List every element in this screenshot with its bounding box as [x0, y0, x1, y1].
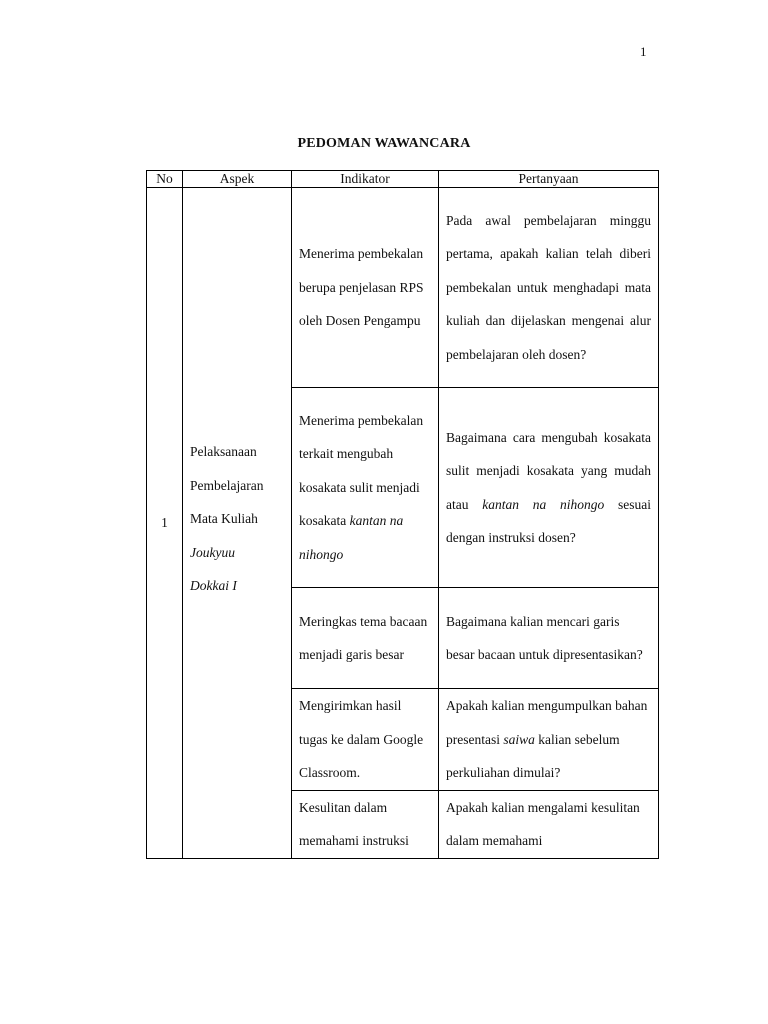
- question-text: Apakah kalian mengalami kesulitan dalam memahami: [446, 799, 640, 848]
- question-cell: [439, 790, 659, 858]
- indicator-italic-term: kantan na nihongo: [299, 513, 404, 562]
- question-cell: Bagaimana kalian mencari garis besar bacaan untuk dipresentasikan?: [439, 588, 659, 689]
- header-aspek: Aspek: [183, 171, 292, 188]
- question-text: Apakah kalian mengumpulkan bahan presentasi: [446, 698, 648, 747]
- question-cell: [439, 388, 659, 588]
- indicator-text: Menerima pembekalan terkait mengubah kosakata sulit menjadi kosakata: [299, 412, 424, 529]
- aspect-course-name: Joukyuu: [190, 544, 235, 560]
- table-header-row: [147, 171, 659, 188]
- aspect-line: Pembelajaran: [190, 477, 264, 493]
- row-number: 1: [147, 188, 183, 859]
- aspect-cell: [183, 188, 292, 859]
- question-cell: [439, 689, 659, 791]
- interview-guide-table: [146, 170, 659, 859]
- question-italic-term: saiwa: [503, 731, 535, 747]
- table-row: [147, 188, 659, 388]
- aspect-line: Pelaksanaan: [190, 444, 257, 459]
- header-pertanyaan: Pertanyaan: [439, 171, 659, 188]
- question-italic-term: kantan na nihongo: [482, 496, 605, 512]
- indicator-cell: [292, 388, 439, 588]
- question-text: sesuai dengan instruksi dosen?: [446, 496, 651, 545]
- indicator-cell: Mengirimkan hasil tugas ke dalam Google Classroom.: [292, 689, 439, 791]
- header-indikator: Indikator: [292, 171, 439, 188]
- page-number: 1: [640, 44, 647, 59]
- indicator-cell: [292, 790, 439, 858]
- indicator-cell: Meringkas tema bacaan menjadi garis besar: [292, 588, 439, 689]
- aspect-line: Mata Kuliah: [190, 511, 258, 526]
- indicator-cell: Menerima pembekalan berupa penjelasan RPS oleh Dosen Pengampu: [292, 188, 439, 388]
- question-cell: Pada awal pembelajaran minggu pertama, apakah kalian telah diberi pembekalan untuk menghadapi mata kuliah dan dijelaskan mengenai alur pembelajaran oleh dosen?: [439, 188, 659, 388]
- indicator-text: Kesulitan dalam memahami instruksi: [299, 799, 409, 848]
- question-text: kalian sebelum perkuliahan dimulai?: [446, 731, 620, 780]
- document-title: PEDOMAN WAWANCARA: [297, 136, 471, 151]
- aspect-course-name: Dokkai I: [190, 578, 237, 593]
- header-no: No: [147, 171, 183, 188]
- question-text: Bagaimana cara mengubah kosakata sulit menjadi kosakata yang mudah atau: [446, 429, 651, 512]
